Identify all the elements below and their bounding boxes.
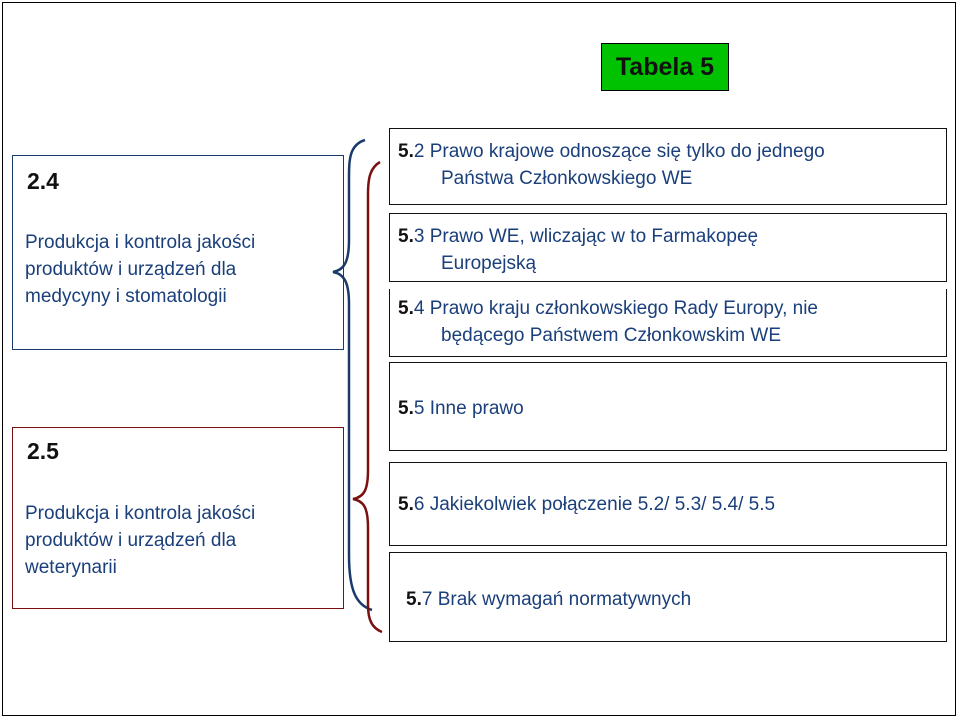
category-description: Produkcja i kontrola jakości produktów i urządzeń dla medycyny i stomatologii [25, 232, 256, 307]
norm-box-5-4: 5.4 Prawo kraju członkowskiego Rady Europy, nie będącego Państwem Członkowskim WE [389, 289, 947, 357]
category-number: 2.4 [27, 168, 59, 194]
blue-brace [333, 140, 372, 610]
norm-box-5-6: 5.6 Jakiekolwiek połączenie 5.2/ 5.3/ 5.4/ 5.5 [389, 462, 947, 546]
norm-box-5-2: 5.2 Prawo krajowe odnoszące się tylko do jednego Państwa Członkowskiego WE [389, 128, 947, 205]
category-description: Produkcja i kontrola jakości produktów i urządzeń dla weterynarii [25, 503, 256, 578]
category-number: 2.5 [27, 438, 59, 464]
norm-box-5-7: 5.7 Brak wymagań normatywnych [389, 552, 947, 642]
red-brace [353, 162, 382, 632]
table-badge: Tabela 5 [601, 43, 729, 91]
norm-box-5-5: 5.5 Inne prawo [389, 362, 947, 451]
norm-box-5-3: 5.3 Prawo WE, wliczając w to Farmakopeę Europejską [389, 213, 947, 282]
